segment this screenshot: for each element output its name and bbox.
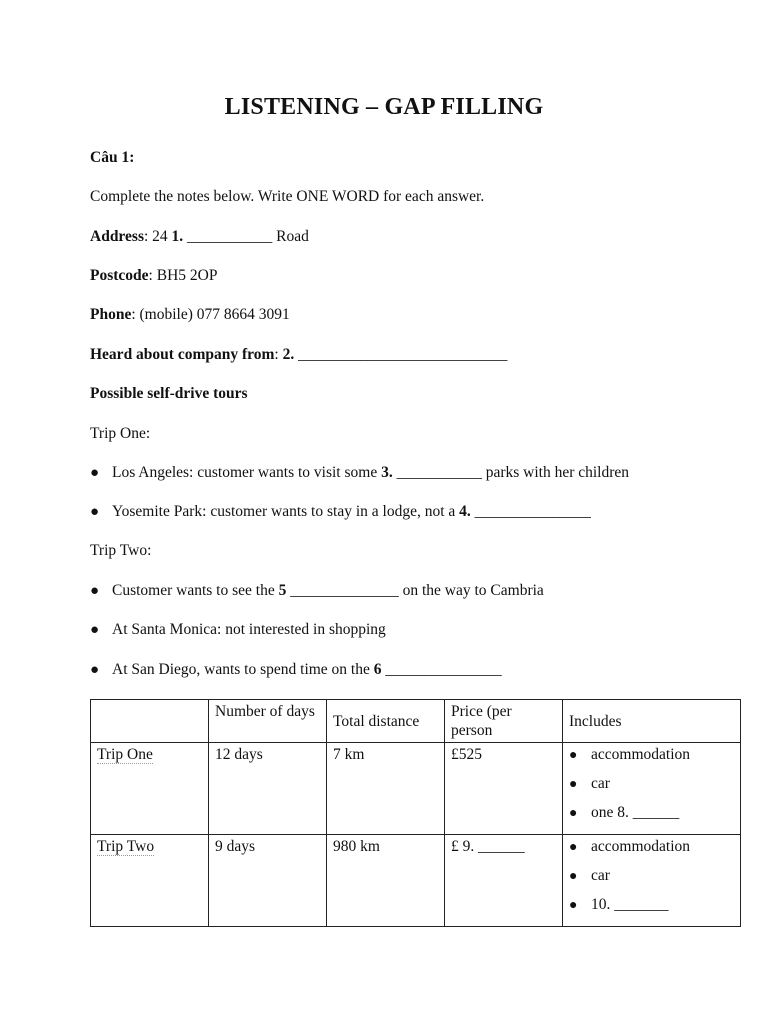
includes-item — [569, 745, 734, 774]
bullet-text: Los Angeles: customer wants to visit some — [112, 464, 382, 481]
bullet-text-after: _______________ — [470, 503, 591, 520]
question-label: Câu 1: — [90, 149, 135, 166]
table-cell-distance: 7 km — [327, 743, 445, 835]
page-title: LISTENING – GAP FILLING — [224, 94, 544, 120]
trip-one-bullet-2 — [90, 503, 591, 521]
gap-blank-1: ___________ — [183, 228, 277, 245]
gap-number-2: 2. — [282, 346, 295, 363]
address-line — [90, 228, 309, 246]
includes-text: car — [591, 867, 610, 884]
bullet-icon: ● — [90, 583, 100, 599]
gap-number-3: 3. — [381, 464, 393, 481]
heard-label: Heard about company from — [90, 346, 275, 363]
bullet-icon: ● — [569, 777, 578, 792]
address-label: Address — [90, 228, 144, 245]
table-header-cell: Includes — [563, 700, 741, 743]
address-suffix: Road — [276, 228, 309, 245]
bullet-icon: ● — [90, 622, 100, 638]
postcode-line — [90, 267, 217, 285]
gap-number-1: 1. — [171, 228, 184, 245]
table-cell-trip — [91, 835, 209, 927]
bullet-text: At Santa Monica: not interested in shopping — [112, 621, 386, 638]
bullet-icon: ● — [90, 465, 100, 481]
bullet-icon: ● — [569, 748, 578, 763]
tours-heading: Possible self-drive tours — [90, 385, 248, 402]
bullet-text: Customer wants to see the — [112, 582, 279, 599]
bullet-icon: ● — [569, 898, 578, 913]
table-header-cell: Total distance — [327, 700, 445, 743]
table-cell-days: 12 days — [209, 743, 327, 835]
bullet-icon: ● — [569, 840, 578, 855]
includes-item — [569, 774, 734, 803]
table-cell-distance: 980 km — [327, 835, 445, 927]
address-prefix: : 24 — [143, 228, 172, 245]
bullet-text: Yosemite Park: customer wants to stay in a lodge, not a — [112, 503, 460, 520]
trip-name: Trip One — [97, 746, 153, 763]
bullet-text-after: ___________ parks with her children — [392, 464, 630, 481]
table-header-cell: Number of days — [209, 700, 327, 743]
postcode-value: : BH5 2OP — [148, 267, 218, 284]
includes-text: one 8. ______ — [591, 804, 680, 821]
includes-item — [569, 895, 734, 924]
table-header-cell — [91, 700, 209, 743]
bullet-text-after: ______________ on the way to Cambria — [286, 582, 544, 599]
bullet-text-after: _______________ — [381, 661, 502, 678]
gap-blank-2: ___________________________ — [294, 346, 508, 363]
gap-number-6: 6 — [373, 661, 382, 678]
includes-text: accommodation — [591, 746, 690, 763]
bullet-icon: ● — [569, 869, 578, 884]
table-cell-includes — [563, 835, 741, 927]
table-row — [91, 743, 741, 835]
includes-text: car — [591, 775, 610, 792]
trips-table — [90, 699, 741, 927]
gap-number-5: 5 — [278, 582, 287, 599]
table-cell-trip — [91, 743, 209, 835]
trip-two-bullet-2 — [90, 621, 386, 639]
trip-two-bullet-1 — [90, 582, 544, 600]
instructions: Complete the notes below. Write ONE WORD for each answer. — [90, 188, 485, 205]
bullet-icon: ● — [90, 662, 100, 678]
phone-value: : (mobile) 077 8664 3091 — [131, 306, 290, 323]
gap-number-4: 4. — [459, 503, 471, 520]
includes-item — [569, 866, 734, 895]
postcode-label: Postcode — [90, 267, 149, 284]
heard-colon: : — [274, 346, 283, 363]
trip-two-heading: Trip Two: — [90, 542, 152, 559]
phone-line — [90, 306, 290, 324]
table-cell-price: £525 — [445, 743, 563, 835]
includes-item — [569, 837, 734, 866]
table-cell-includes — [563, 743, 741, 835]
trip-one-bullet-1 — [90, 464, 629, 482]
bullet-text: At San Diego, wants to spend time on the — [112, 661, 374, 678]
table-cell-days: 9 days — [209, 835, 327, 927]
phone-label: Phone — [90, 306, 132, 323]
includes-text: 10. _______ — [591, 896, 669, 913]
includes-item — [569, 803, 734, 832]
bullet-icon: ● — [90, 504, 100, 520]
table-row — [91, 835, 741, 927]
table-cell-price: £ 9. ______ — [445, 835, 563, 927]
includes-text: accommodation — [591, 838, 690, 855]
trip-two-bullet-3 — [90, 661, 502, 679]
heard-line — [90, 346, 507, 364]
trip-name: Trip Two — [97, 838, 155, 855]
bullet-icon: ● — [569, 806, 578, 821]
trip-one-heading: Trip One: — [90, 425, 151, 442]
table-header-row — [91, 700, 741, 743]
table-header-cell: Price (per person — [445, 700, 563, 743]
